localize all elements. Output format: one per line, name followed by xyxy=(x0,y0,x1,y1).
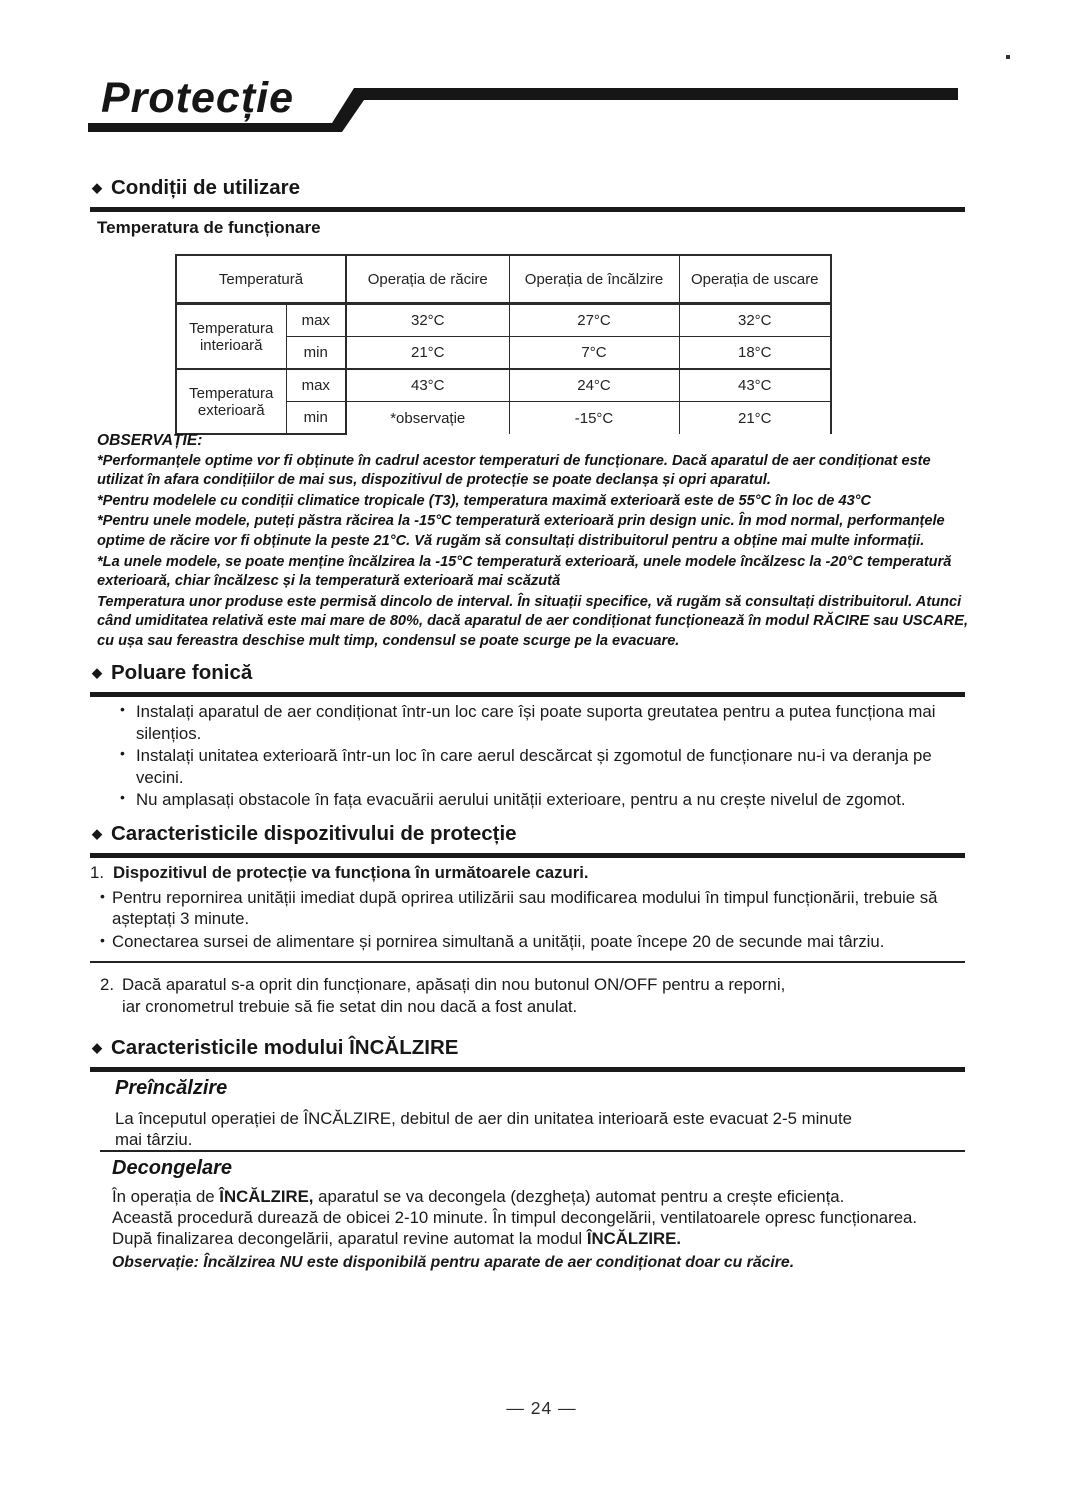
operating-temperature-table xyxy=(175,254,832,435)
preincalzire-body xyxy=(115,1108,971,1150)
table-row xyxy=(176,369,831,402)
header-cell-racire: Operația de răcire xyxy=(346,255,509,304)
item-2-line-1: Dacă aparatul s-a oprit din funcționare, apăsați din nou butonul ON/OFF pentru a reporni, xyxy=(122,975,786,994)
value-cell: 32°C xyxy=(679,304,831,337)
item-1-heading xyxy=(90,862,971,884)
row-label-interior: Temperatura interioară xyxy=(176,304,286,370)
header-cell-uscare: Operația de uscare xyxy=(679,255,831,304)
list-item xyxy=(119,789,971,811)
protectie-item-1 xyxy=(90,862,971,953)
header-cell-temperatura: Temperatură xyxy=(176,255,346,304)
section-heading-poluare xyxy=(90,661,965,697)
page-number: — 24 — xyxy=(506,1398,577,1418)
table-subheading: Temperatura de funcționare xyxy=(97,218,321,237)
bullet-icon: • xyxy=(120,701,125,717)
limit-cell: min xyxy=(286,402,346,435)
bullet-icon: • xyxy=(120,789,125,805)
value-cell: 7°C xyxy=(509,337,679,370)
list-item-text: Nu amplasați obstacole în fața evacuării aerului unității exterioare, pentru a nu crește nivelul de zgomot. xyxy=(136,790,906,809)
observatie-label: OBSERVAȚIE: xyxy=(97,432,203,449)
list-item-text: Instalați unitatea exterioară într-un loc în care aerul descărcat și zgomotul de funcționare nu-i va deranja pe vecini. xyxy=(136,746,932,787)
value-cell: 24°C xyxy=(509,369,679,402)
divider-line xyxy=(100,1150,965,1152)
text-run: Această procedură durează de obicei 2-10 minute. În timpul decongelării, ventilatoarele opresc funcționarea. xyxy=(112,1208,918,1227)
item-1-bullet-list xyxy=(100,887,971,953)
text-run: aparatul se va decongela (dezgheța) automat pentru a crește eficiența. xyxy=(313,1187,845,1206)
protectie-item-2 xyxy=(100,974,971,1017)
preincalzire-line-2: mai târziu. xyxy=(115,1130,193,1149)
diamond-bullet-icon: ◆ xyxy=(92,1040,102,1055)
diamond-bullet-icon: ◆ xyxy=(92,665,102,680)
preincalzire-subsection xyxy=(115,1077,971,1150)
decongelare-line xyxy=(112,1186,971,1207)
decongelare-body xyxy=(112,1186,971,1249)
item-number: 2. xyxy=(100,975,114,994)
header-cell-incalzire: Operația de încălzire xyxy=(509,255,679,304)
value-cell: 21°C xyxy=(346,337,509,370)
note-paragraph: *Pentru unele modele, puteți păstra răcirea la -15°C temperatură exterioară prin design unic. În mod normal, performanțele optime de răcire vor fi obținute la peste 21°C. Vă rugăm să consultați distribuitorul pentru a obține mai multe informații. xyxy=(97,513,945,549)
value-cell: 43°C xyxy=(346,369,509,402)
value-cell: 32°C xyxy=(346,304,509,337)
diamond-bullet-icon: ◆ xyxy=(92,180,102,195)
limit-cell: max xyxy=(286,369,346,402)
list-item xyxy=(119,701,971,744)
divider-line xyxy=(90,961,965,963)
section-heading-incalzire-text: Caracteristicile modului ÎNCĂLZIRE xyxy=(111,1036,459,1059)
note-paragraph: *Pentru modelele cu condiții climatice tropicale (T3), temperatura maximă exterioară este de 55°C în loc de 43°C xyxy=(97,492,872,509)
note-paragraph: Temperatura unor produse este permisă dincolo de interval. În situații specifice, vă rugăm să consultați distribuitorul. Atunci când umiditatea relativă este mai mare de 80%, dacă aparatul de aer condiționat funcționează în modul RĂCIRE sau USCARE, cu ușa sau fereastra deschise mult timp, condensul se poate scurge pe la evacuare. xyxy=(97,593,969,649)
item-2-body xyxy=(122,974,785,1017)
item-2-line-2: iar cronometrul trebuie să fie setat din nou dacă a fost anulat. xyxy=(122,996,578,1016)
item-number: 1. xyxy=(90,863,104,882)
poluare-bullet-list xyxy=(119,701,971,812)
section-heading-poluare-text: Poluare fonică xyxy=(111,661,253,684)
value-cell: 27°C xyxy=(509,304,679,337)
preincalzire-line-1: La începutul operației de ÎNCĂLZIRE, debitul de aer din unitatea interioară este evacuat 2-5 minute xyxy=(115,1109,852,1128)
list-item xyxy=(100,931,971,953)
text-run: În operația de xyxy=(112,1187,220,1206)
section-heading-conditii-text: Condiții de utilizare xyxy=(111,176,301,199)
list-item-text: Pentru repornirea unității imediat după oprirea utilizării sau modificarea modului în timpul funcționării, trebuie să așteptați 3 minute. xyxy=(112,887,938,928)
page-title: Protecție xyxy=(101,74,295,122)
decongelare-note: Observație: Încălzirea NU este disponibilă pentru aparate de aer condiționat doar cu răcire. xyxy=(112,1254,795,1271)
limit-cell: max xyxy=(286,304,346,337)
note-paragraph: *Performanțele optime vor fi obținute în cadrul acestor temperaturi de funcționare. Dacă aparatul de aer condiționat este utilizat în afara condițiilor de mai sus, dispozitivul de protecție se poate declanșa și opri aparatul. xyxy=(97,452,931,489)
value-cell: *observație xyxy=(346,402,509,435)
observatie-block xyxy=(97,431,973,653)
list-item-text: Instalați aparatul de aer condiționat într-un loc care își poate suporta greutatea pentru a putea funcționa mai silențios. xyxy=(136,702,936,743)
preincalzire-heading: Preîncălzire xyxy=(115,1077,228,1099)
item-heading-text: Dispozitivul de protecție va funcționa în următoarele cazuri. xyxy=(113,863,589,882)
list-item-text: Conectarea sursei de alimentare și pornirea simultană a unității, poate începe 20 de secunde mai târziu. xyxy=(112,931,885,951)
value-cell: 18°C xyxy=(679,337,831,370)
decongelare-subsection xyxy=(112,1157,971,1272)
section-heading-protectie-text: Caracteristicile dispozitivului de protecție xyxy=(111,822,517,845)
section-heading-protectie xyxy=(90,822,965,858)
diamond-bullet-icon: ◆ xyxy=(92,826,102,841)
decongelare-heading: Decongelare xyxy=(112,1157,233,1179)
bold-text-run: ÎNCĂLZIRE. xyxy=(586,1229,681,1248)
bullet-icon: • xyxy=(100,887,105,904)
value-cell: -15°C xyxy=(509,402,679,435)
note-paragraph: *La unele modele, se poate menține încălzirea la -15°C temperatură exterioară, unele modele încălzesc la -20°C temperatură exterioară, chiar încălzesc și la temperatură exterioară mai scăzută xyxy=(97,553,952,590)
decongelare-line xyxy=(112,1228,971,1249)
table-header-row xyxy=(176,255,831,304)
text-run: După finalizarea decongelării, aparatul revine automat la modul xyxy=(112,1229,587,1248)
section-heading-incalzire xyxy=(90,1036,965,1072)
section-heading-conditii xyxy=(90,176,965,212)
limit-cell: min xyxy=(286,337,346,370)
bullet-icon: • xyxy=(100,931,105,948)
bold-text-run: ÎNCĂLZIRE, xyxy=(219,1187,314,1206)
table-row xyxy=(176,304,831,337)
value-cell: 21°C xyxy=(679,402,831,435)
list-item xyxy=(100,887,971,930)
print-artifact-dot xyxy=(1006,55,1010,59)
bullet-icon: • xyxy=(120,745,125,761)
row-label-exterior: Temperatura exterioară xyxy=(176,369,286,434)
value-cell: 43°C xyxy=(679,369,831,402)
list-item xyxy=(119,745,971,788)
decongelare-line xyxy=(112,1207,971,1228)
